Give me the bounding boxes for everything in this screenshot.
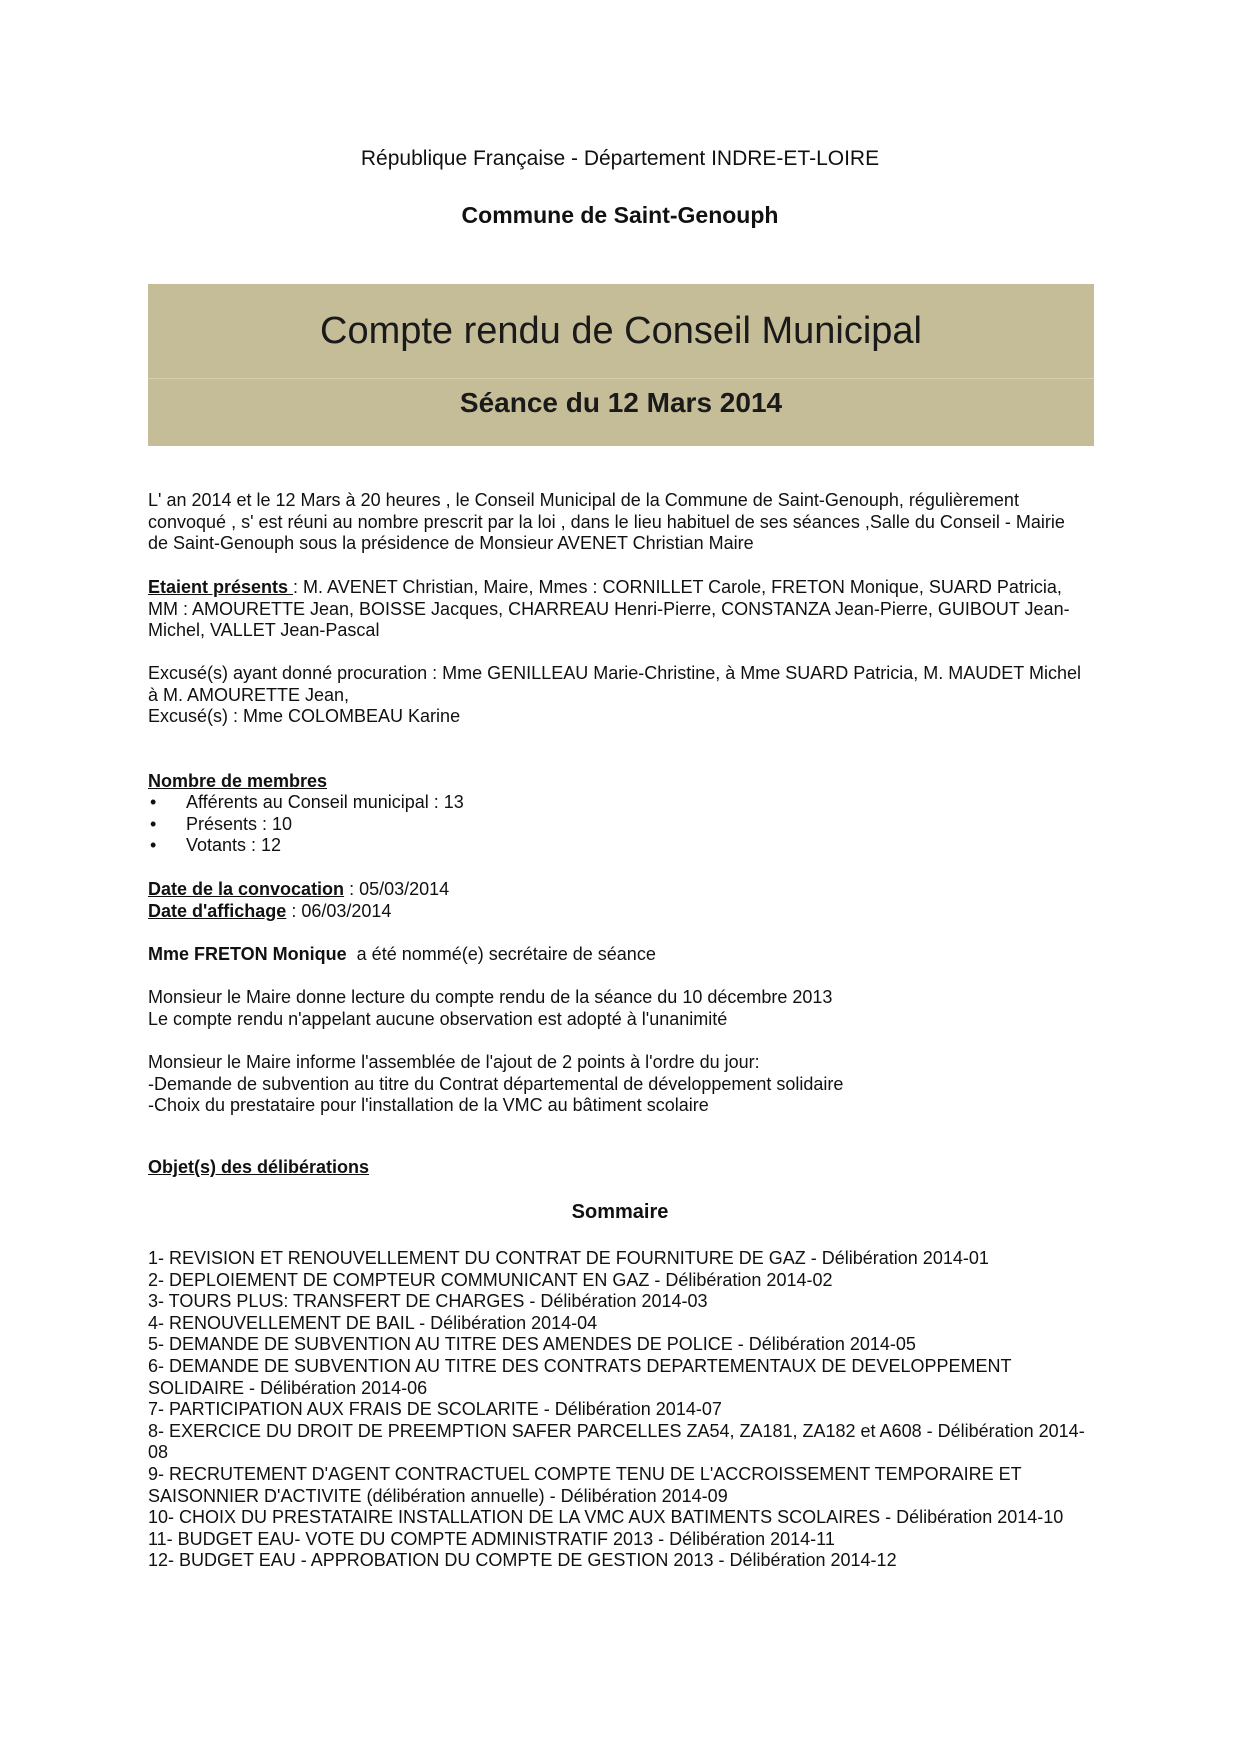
previous-report: Monsieur le Maire donne lecture du compte rendu de la séance du 10 décembre 2013 Le compte rendu n'appelant aucune observation est adopté à l'unanimité <box>148 987 833 1029</box>
presents-label: Etaient présents <box>148 577 294 597</box>
list-item: 6- DEMANDE DE SUBVENTION AU TITRE DES CONTRATS DEPARTEMENTAUX DE DEVELOPPEMENT SOLIDAIRE - Délibération 2014-06 <box>148 1355 1012 1398</box>
presents-list: : M. AVENET Christian, Maire, Mmes : CORNILLET Carole, FRETON Monique, SUARD Patricia, MM : AMOURETTE Jean, BOISSE Jacques, CHARREAU Henri-Pierre, CONSTANZA Jean-Pierre, GUIBOUT Jean-Michel, VALLET Jean-Pascal <box>148 577 1070 641</box>
excused-procuration: Excusé(s) ayant donné procuration : Mme GENILLEAU Marie-Christine, à Mme SUARD Patricia, M. MAUDET Michel à M. AMOURETTE Jean, <box>148 663 1081 705</box>
list-item: 7- PARTICIPATION AUX FRAIS DE SCOLARITE - Délibération 2014-07 <box>148 1399 722 1420</box>
bullet-icon: • <box>150 835 157 856</box>
title-banner <box>148 284 1094 446</box>
agenda-addition: Monsieur le Maire informe l'assemblée de l'ajout de 2 points à l'ordre du jour: -Demande de subvention au titre du Contrat départemental de développement solidaire -Choix du prestataire pour l'installation de la VMC au bâtiment scolaire <box>148 1052 844 1116</box>
summary-title: Sommaire <box>571 1201 669 1223</box>
excused-others: Excusé(s) : Mme COLOMBEAU Karine <box>148 706 461 727</box>
dates-block <box>148 879 1088 922</box>
bullet-icon: • <box>150 792 157 812</box>
bullet-icon: • <box>150 813 157 834</box>
list-item: 2- DEPLOIEMENT DE COMPTEUR COMMUNICANT EN GAZ - Délibération 2014-02 <box>148 1269 833 1290</box>
list-item: • Présents : 10 <box>150 813 293 834</box>
excused-paragraph <box>148 663 1088 728</box>
list-item: 12- BUDGET EAU - APPROBATION DU COMPTE DE GESTION 2013 - Délibération 2014-12 <box>148 1550 897 1571</box>
list-item: • Votants : 12 <box>150 835 282 856</box>
deliberations-title: Objet(s) des délibérations <box>148 1157 370 1177</box>
presents-paragraph <box>148 577 1088 642</box>
members-list <box>148 792 748 857</box>
summary-list <box>148 1248 1088 1572</box>
commune-name: Commune de Saint-Genouph <box>461 202 779 228</box>
document-title: Compte rendu de Conseil Municipal <box>320 310 922 352</box>
secretary-line: Mme FRETON Monique a été nommé(e) secrétaire de séance <box>148 944 656 964</box>
session-date: Séance du 12 Mars 2014 <box>459 387 783 418</box>
list-item: 4- RENOUVELLEMENT DE BAIL - Délibération 2014-04 <box>148 1312 598 1333</box>
affichage-date: Date d'affichage : 06/03/2014 <box>148 900 392 921</box>
list-item: 9- RECRUTEMENT D'AGENT CONTRACTUEL COMPTE TENU DE L'ACCROISSEMENT TEMPORAIRE ET SAISONNIER D'ACTIVITE (délibération annuelle) - Délibération 2014-09 <box>148 1463 1022 1506</box>
intro-paragraph: L' an 2014 et le 12 Mars à 20 heures , le Conseil Municipal de la Commune de Saint-Genouph, régulièrement convoqué , s' est réuni au nombre prescrit par la loi , dans le lieu habituel de ses séances ,Salle du Conseil - Mairie de Saint-Genouph sous la présidence de Monsieur AVENET Christian Maire <box>148 490 1065 554</box>
republic-header: République Française - Département INDRE-ET-LOIRE <box>360 147 880 170</box>
list-item: 8- EXERCICE DU DROIT DE PREEMPTION SAFER PARCELLES ZA54, ZA181, ZA182 et A608 - Délibération 2014-08 <box>148 1420 1085 1463</box>
list-item: 5- DEMANDE DE SUBVENTION AU TITRE DES AMENDES DE POLICE - Délibération 2014-05 <box>148 1334 916 1355</box>
convocation-date: Date de la convocation : 05/03/2014 <box>148 879 450 899</box>
list-item: 10- CHOIX DU PRESTATAIRE INSTALLATION DE LA VMC AUX BATIMENTS SCOLAIRES - Délibération 2014-10 <box>148 1507 1064 1528</box>
list-item: 11- BUDGET EAU- VOTE DU COMPTE ADMINISTRATIF 2013 - Délibération 2014-11 <box>148 1528 835 1549</box>
banner-divider <box>148 378 1094 379</box>
list-item: 3- TOURS PLUS: TRANSFERT DE CHARGES - Délibération 2014-03 <box>148 1291 708 1312</box>
members-title: Nombre de membres <box>148 771 328 791</box>
list-item: • Afférents au Conseil municipal : 13 <box>150 792 464 812</box>
secretary-name: Mme FRETON Monique <box>148 944 347 964</box>
list-item: 1- REVISION ET RENOUVELLEMENT DU CONTRAT DE FOURNITURE DE GAZ - Délibération 2014-01 <box>148 1248 989 1268</box>
